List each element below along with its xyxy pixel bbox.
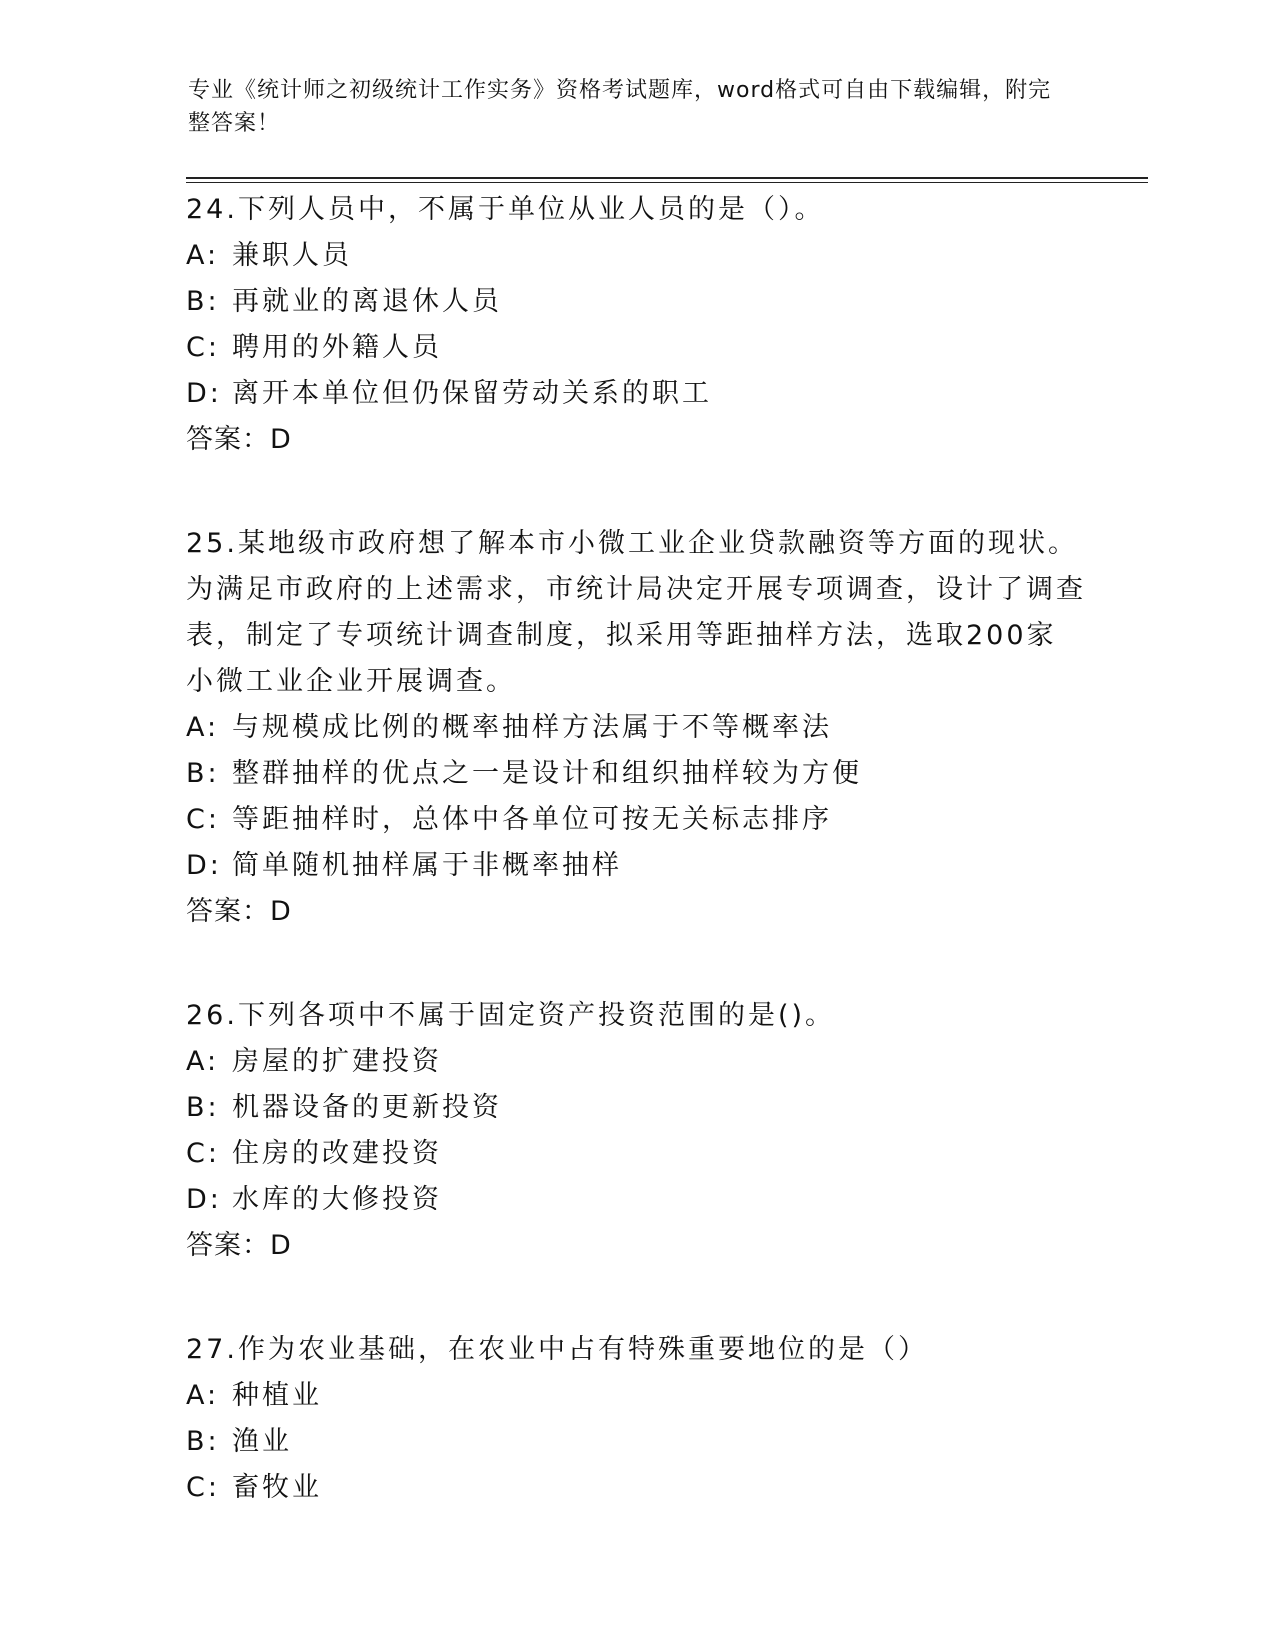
question-27 (186, 1327, 1086, 1511)
option-a (186, 233, 1086, 279)
option-d (186, 1177, 1086, 1223)
option-a (186, 1039, 1086, 1085)
answer-line: 答案：D (186, 1230, 292, 1261)
option-letter: C: (186, 804, 220, 835)
option-text: 机器设备的更新投资 (232, 1092, 502, 1123)
answer-line: 答案：D (186, 896, 292, 927)
option-b (186, 1419, 1086, 1465)
option-a (186, 705, 1086, 751)
question-24 (186, 187, 1086, 463)
option-c (186, 1131, 1086, 1177)
option-b (186, 1085, 1086, 1131)
option-letter: C: (186, 1472, 220, 1503)
answer-line: 答案：D (186, 424, 292, 455)
option-letter: A: (186, 712, 220, 743)
option-text: 住房的改建投资 (232, 1138, 442, 1169)
question-stem: 27.作为农业基础，在农业中占有特殊重要地位的是（） (186, 1334, 928, 1365)
option-a (186, 1373, 1086, 1419)
option-text: 种植业 (232, 1380, 322, 1411)
option-text: 渔业 (232, 1426, 292, 1457)
option-text: 与规模成比例的概率抽样方法属于不等概率法 (232, 712, 832, 743)
option-text: 水库的大修投资 (232, 1184, 442, 1215)
question-stem: 26.下列各项中不属于固定资产投资范围的是()。 (186, 1000, 836, 1031)
option-letter: D: (186, 1184, 222, 1215)
option-letter: B: (186, 1092, 220, 1123)
question-26 (186, 993, 1086, 1269)
option-text: 兼职人员 (232, 240, 352, 271)
option-c (186, 325, 1086, 371)
option-c (186, 797, 1086, 843)
option-letter: A: (186, 240, 220, 271)
option-letter: C: (186, 1138, 220, 1169)
option-letter: A: (186, 1046, 220, 1077)
option-letter: C: (186, 332, 220, 363)
option-letter: B: (186, 758, 220, 789)
option-b (186, 751, 1086, 797)
option-b (186, 279, 1086, 325)
option-text: 简单随机抽样属于非概率抽样 (232, 850, 622, 881)
option-text: 再就业的离退休人员 (232, 286, 502, 317)
option-text: 房屋的扩建投资 (232, 1046, 442, 1077)
option-text: 等距抽样时，总体中各单位可按无关标志排序 (232, 804, 832, 835)
option-letter: D: (186, 850, 222, 881)
question-stem: 25.某地级市政府想了解本市小微工业企业贷款融资等方面的现状。为满足市政府的上述需求，市统计局决定开展专项调查，设计了调查表，制定了专项统计调查制度，拟采用等距抽样方法，选取200家小微工业企业开展调查。 (186, 528, 1086, 697)
question-25 (186, 521, 1086, 935)
question-stem: 24.下列人员中，不属于单位从业人员的是（）。 (186, 194, 825, 225)
header-divider-thick (186, 177, 1148, 179)
option-letter: B: (186, 286, 220, 317)
option-d (186, 371, 1086, 417)
header-divider-thin (186, 182, 1148, 183)
document-header: 专业《统计师之初级统计工作实务》资格考试题库，word格式可自由下载编辑，附完整答案！ (188, 78, 1052, 136)
option-text: 整群抽样的优点之一是设计和组织抽样较为方便 (232, 758, 862, 789)
option-text: 离开本单位但仍保留劳动关系的职工 (232, 378, 712, 409)
option-letter: D: (186, 378, 222, 409)
option-text: 聘用的外籍人员 (232, 332, 442, 363)
option-d (186, 843, 1086, 889)
option-letter: B: (186, 1426, 220, 1457)
option-text: 畜牧业 (232, 1472, 322, 1503)
option-letter: A: (186, 1380, 220, 1411)
option-c (186, 1465, 1086, 1511)
question-list (186, 187, 1086, 1569)
